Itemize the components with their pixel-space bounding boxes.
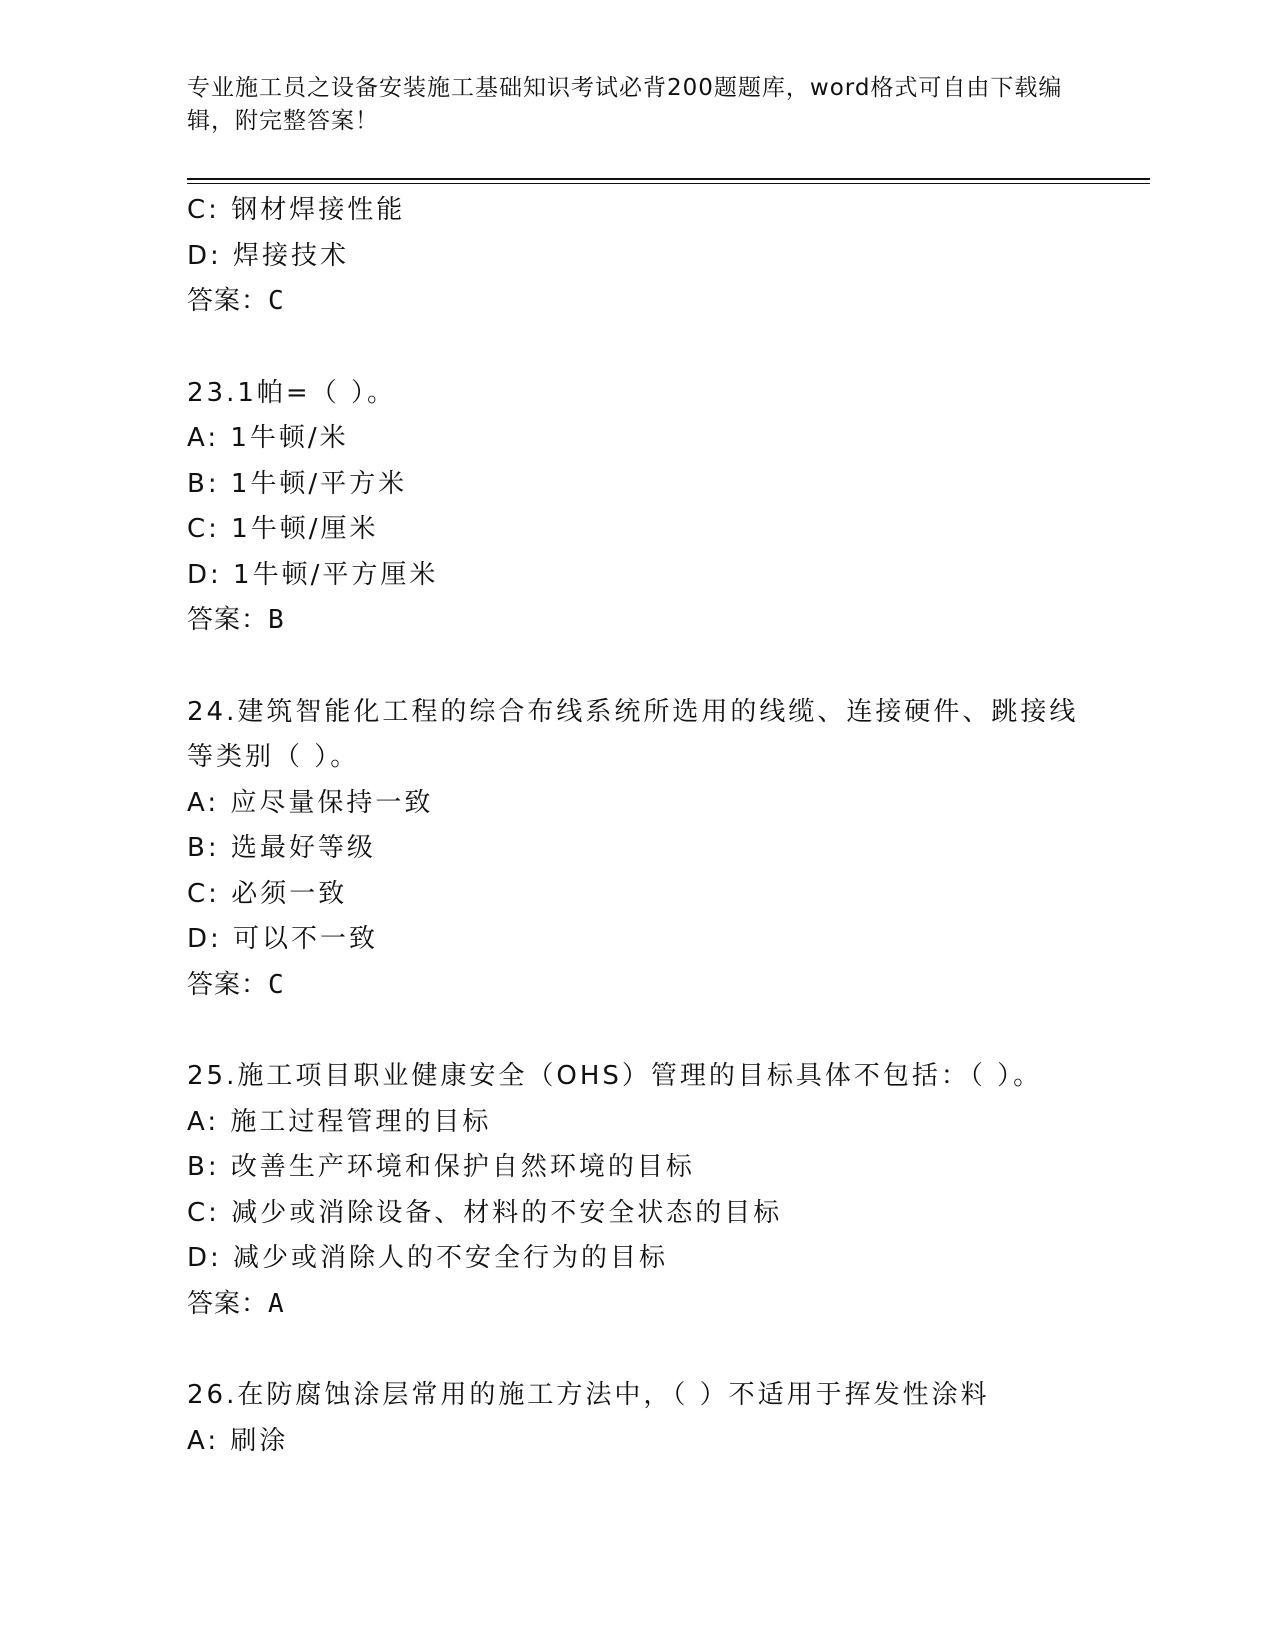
- question-24: [187, 690, 1087, 1009]
- option-label: A:: [187, 423, 220, 453]
- option-d: [187, 553, 1087, 599]
- option-label: D:: [187, 559, 222, 590]
- option-d: [187, 917, 1087, 963]
- option-text: 减少或消除人的不安全行为的目标: [233, 1243, 669, 1273]
- header-title: 专业施工员之设备安装施工基础知识考试必背200题题库，word格式可自由下载编辑，附完整答案！: [187, 75, 1063, 134]
- answer-value: B: [268, 605, 285, 635]
- option-text: 1牛顿/平方米: [230, 468, 408, 499]
- option-text: 1牛顿/平方厘米: [233, 559, 439, 590]
- option-label: D:: [187, 1243, 222, 1273]
- question-stem: 26.在防腐蚀涂层常用的施工方法中，（ ）不适用于挥发性涂料: [187, 1380, 990, 1410]
- option-b: [187, 462, 1087, 508]
- question-22-continued: [187, 188, 1087, 325]
- option-text: 1牛顿/米: [230, 423, 349, 453]
- option-text: 必须一致: [231, 878, 348, 909]
- option-text: 可以不一致: [233, 924, 379, 954]
- option-b: [187, 1145, 1087, 1191]
- option-text: 应尽量保持一致: [230, 787, 434, 818]
- option-d: [187, 234, 1087, 280]
- answer-label: 答案：: [187, 605, 269, 635]
- option-c: [187, 507, 1087, 553]
- option-text: 刷涂: [230, 1425, 289, 1456]
- question-stem: 25.施工项目职业健康安全（OHS）管理的目标具体不包括：（ ）。: [187, 1061, 1043, 1091]
- answer-label: 答案：: [187, 286, 269, 316]
- option-label: B:: [187, 833, 220, 863]
- question-26: [187, 1373, 1087, 1464]
- answer-value: A: [268, 1288, 285, 1319]
- answer-label: 答案：: [187, 1288, 269, 1319]
- answer-line: [187, 963, 1087, 1009]
- option-label: D:: [187, 924, 222, 954]
- question-stem: 24.建筑智能化工程的综合布线系统所选用的线缆、连接硬件、跳接线等类别（ ）。: [187, 696, 1079, 772]
- option-text: 减少或消除设备、材料的不安全状态的目标: [231, 1197, 783, 1228]
- option-b: [187, 826, 1087, 872]
- option-label: C:: [187, 1197, 220, 1228]
- answer-line: [187, 598, 1087, 644]
- option-c: [187, 188, 1087, 234]
- option-a: [187, 1100, 1087, 1146]
- header-divider-thin: [187, 183, 1150, 184]
- option-text: 选最好等级: [230, 833, 376, 863]
- option-label: B:: [187, 1152, 220, 1182]
- option-d: [187, 1236, 1087, 1282]
- question-list: [187, 188, 1087, 1464]
- answer-value: C: [268, 969, 285, 1000]
- option-label: C:: [187, 195, 220, 225]
- option-label: A:: [187, 787, 220, 818]
- option-text: 1牛顿/厘米: [231, 514, 379, 544]
- option-c: [187, 1191, 1087, 1237]
- option-a: [187, 1419, 1087, 1465]
- answer-line: [187, 1282, 1087, 1328]
- document-header: [187, 72, 1087, 138]
- option-a: [187, 781, 1087, 827]
- option-label: A:: [187, 1106, 220, 1137]
- answer-label: 答案：: [187, 969, 269, 1000]
- answer-value: C: [268, 286, 285, 316]
- header-divider-thick: [187, 178, 1150, 180]
- option-label: D:: [187, 240, 222, 271]
- answer-line: [187, 279, 1087, 325]
- option-a: [187, 416, 1087, 462]
- option-c: [187, 872, 1087, 918]
- question-25: [187, 1054, 1087, 1327]
- option-label: C:: [187, 878, 220, 909]
- option-text: 钢材焊接性能: [231, 195, 406, 225]
- option-text: 施工过程管理的目标: [230, 1106, 492, 1137]
- option-label: C:: [187, 514, 220, 544]
- option-text: 焊接技术: [233, 240, 350, 271]
- question-23: [187, 371, 1087, 644]
- question-stem: 23.1帕=（ ）。: [187, 377, 396, 408]
- option-label: A:: [187, 1425, 220, 1456]
- option-text: 改善生产环境和保护自然环境的目标: [230, 1152, 695, 1182]
- option-label: B:: [187, 468, 220, 499]
